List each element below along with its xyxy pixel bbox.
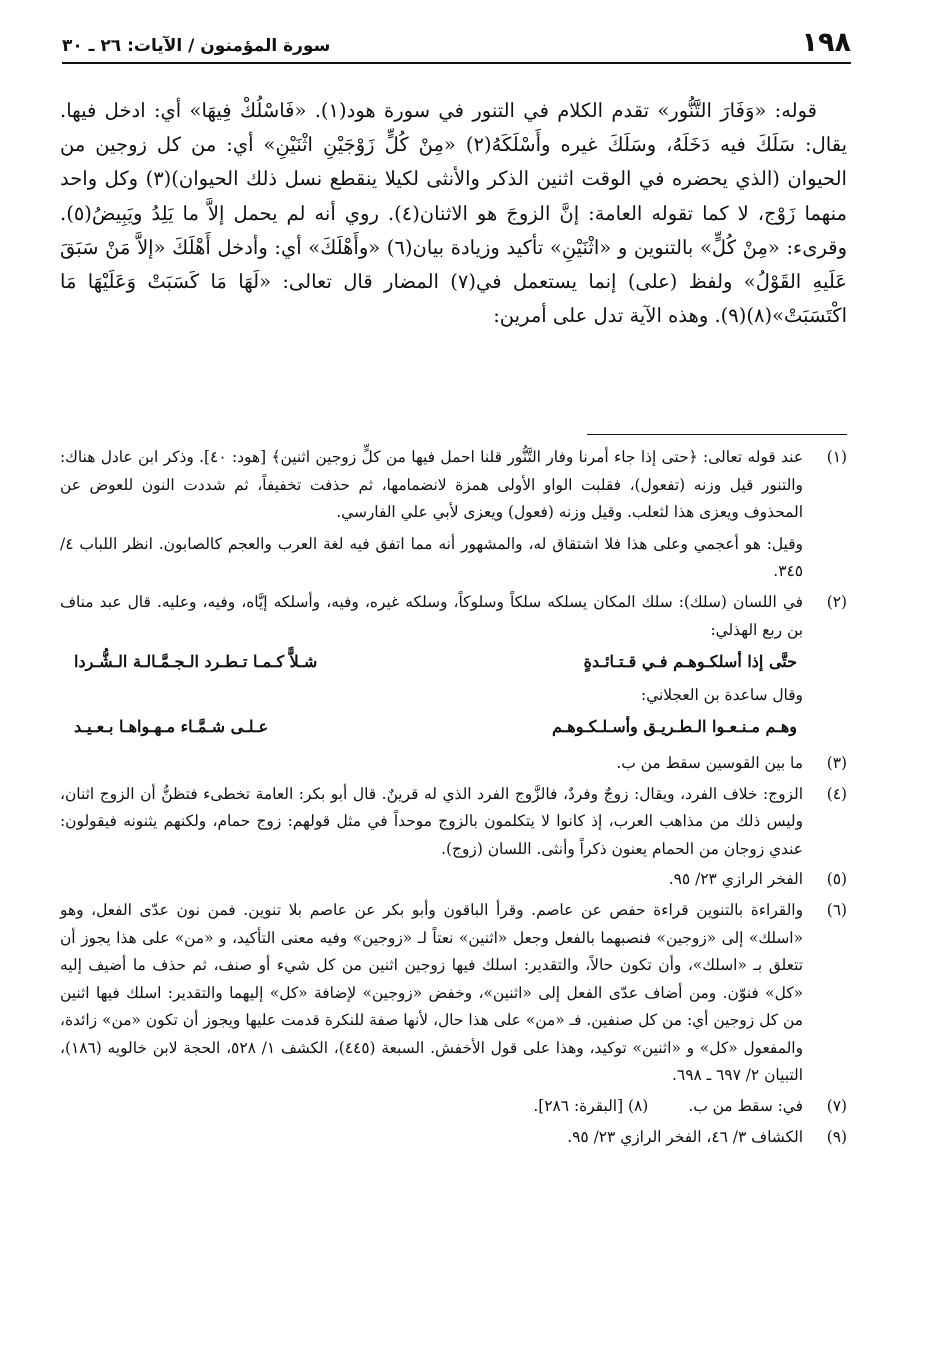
running-title: سورة المؤمنون / الآيات: ٢٦ ـ ٣٠	[62, 36, 331, 56]
footnote-number: (٥)	[826, 870, 847, 889]
footnote-text: عند قوله تعالى: ﴿حتى إذا جاء أمرنا وفار التَّنُّور قلنا احمل فيها من كلٍّ زوجين اثنين﴾ [هود: ٤٠]. وذكر ابن عادل هناك: والتنور قيل وزنه (تفعول)، فقلبت الواو الأولى همزة لانضمامها، ثم حذفت تخفيفاً، ثم شددت النون للعوض عن المحذوف ويعزى هذا لثعلب. وقيل وزنه (فعول) ويعزى لأبي علي الفارسي.	[60, 448, 804, 522]
verse-hemistich-first: وهـم مـنـعـوا الـطـريـق وأسـلـكـوهـم	[551, 717, 797, 737]
footnote-5	[60, 866, 847, 894]
verse-hemistich-second: عـلـى شـمَّـاء مـهـواهـا بـعـيـد	[74, 717, 269, 737]
footnote-number: (٨)	[628, 1097, 649, 1116]
page-number: ١٩٨	[801, 27, 851, 58]
footnote-number: (١)	[826, 448, 847, 466]
footnotes	[60, 444, 847, 1154]
footnote-text: الفخر الرازي ٢٣/ ٩٥.	[668, 870, 803, 889]
footnote-number: (٩)	[826, 1127, 847, 1146]
footnote-text: الزوج: خلاف الفرد، ويقال: زوجٌ وفردٌ، فالزَّوج الفرد الذي له قرينٌ. قال أبو بكر: العامة تخطىء فتظنُّ أن الزوج اثنان، وليس ذلك من مذاهب العرب، إذ كانوا لا يتكلمون بالزوج موحداً في مثل قولهم: زوج حمام، ولكنهم يثنونه فيقولون: عندي زوجان من الحمام يعنون ذكراً وأنثى. اللسان (زوج).	[60, 784, 803, 858]
footnote-3	[60, 750, 847, 778]
verse-hemistich-first: حتَّى إذا أسلكـوهـم فـي قـتـائـدةٍ	[583, 652, 797, 672]
page-header	[62, 22, 851, 64]
footnote-text: وقيل: هو أعجمي وعلى هذا فلا اشتقاق له، والمشهور أنه مما اتفق فيه لغة العرب والعجم كالصابون. انظر اللباب ٤/ ٣٤٥.	[60, 534, 803, 581]
main-paragraph: قوله: «وَفَارَ التَّنُّور» تقدم الكلام في التنور في سورة هود(١). «فَاسْلُكْ فِيهَا» أي: ادخل فيها. يقال: سَلَكَ فيه دَخَلَهُ، وسَلَكَ غيره وأَسْلَكَهُ(٢) «مِنْ كُلٍّ زَوْجَيْنِ اثْنَيْنِ» أي: من كل زوجين من الحيوان (الذي يحضره في الوقت اثنين الذكر والأنثى لكيلا ينقطع نسل ذلك الحيوان)(٣) وكل واحد منهما زَوْج، لا كما تقوله العامة: إنَّ الزوجَ هو الاثنان(٤). روي أنه لم يحمل إلاَّ ما يَلِدُ ويَبِيضُ(٥). وقرىء: «مِنْ كُلٍّ» بالتنوين و «اثْنَيْنِ» تأكيد وزيادة بيان(٦) «وأَهْلَكَ» أي: وأدخل أَهْلَكَ «إلاَّ مَنْ سَبَقَ عَلَيهِ القَوْلُ» ولفظ (على) إنما يستعمل في(٧) المضار قال تعالى: «لَهَا مَا كَسَبَتْ وَعَلَيْهَا مَا اكْتَسَبَتْ»(٨)(٩). وهذه الآية تدل على أمرين:	[60, 99, 848, 328]
footnote-4	[60, 781, 847, 864]
footnote-text: ما بين القوسين سقط من ب.	[616, 753, 803, 772]
footnote-text: والقراءة بالتنوين قراءة حفص عن عاصم. وقرأ الباقون وأبو بكر عن عاصم بلا تنوين. فمن نون عدّى الفعل، وهو «اسلك» إلى «زوجين» فنصبهما بالفعل وجعل «اثنين» نعتاً لـ «زوجين» وفيه معنى التأكيد، و «من» على هذا يجوز أن تتعلق بـ «اسلك»، وأن تكون حالاً، والتقدير: اسلك فيها زوجين اثنين من كل شيء أو صنف، ثم حذف ما أضيف إليه «كل» فنوّن. ومن أضاف عدّى الفعل إلى «اثنين»، وخفض «زوجين» لإضافة «كل» إليهما والتقدير: اسلك فيها اثنين من كل زوجين أي: من كل صنفين. فـ «من» على هذا حال، لأنها صفة للنكرة قدمت عليها ويجوز أن تكون «من» زائدة، والمفعول «كل» و «اثنين» توكيد، وهذا على قول الأخفش. السبعة (٤٤٥)، الكشف ١/ ٥٢٨، الحجة لابن خالويه (١٨٦)، التبيان ٢/ ٦٩٧ ـ ٦٩٨.	[60, 900, 804, 1085]
footnote-number: (٤)	[826, 784, 847, 803]
main-text	[60, 94, 847, 333]
footnote-7-8	[60, 1093, 847, 1121]
footnote-text: في: سقط من ب.	[688, 1097, 803, 1116]
footnote-text: الكشاف ٣/ ٤٦، الفخر الرازي ٢٣/ ٩٥.	[567, 1127, 803, 1146]
footnote-number: (٣)	[826, 753, 847, 772]
footnote-pair	[60, 1093, 803, 1121]
footnote-number: (٦)	[826, 900, 847, 919]
poem-verse	[60, 713, 803, 741]
verse-hemistich-second: شـلاًّ كـمـا تـطـرد الـجـمَّـالـة الـشُّـردا	[74, 652, 318, 672]
footnote-2	[60, 589, 847, 747]
footnote-body	[60, 589, 803, 747]
footnote-text: [البقرة: ٢٨٦].	[533, 1097, 624, 1116]
footnote-separator	[587, 434, 847, 435]
footnote-1	[60, 444, 847, 586]
footnote-text: في اللسان (سلك): سلك المكان يسلكه سلكاً وسلوكاً، وسلكه غيره، وفيه، وأسلكه إيَّاه، وفيه، وعليه. قال عبد مناف بن ربع الهذلي:	[60, 592, 803, 639]
footnote-text: وقال ساعدة بن العجلاني:	[640, 685, 803, 704]
footnote-body	[60, 444, 803, 586]
footnote-number: (٧)	[826, 1097, 847, 1116]
footnote-8	[533, 1093, 648, 1121]
footnote-9	[60, 1124, 847, 1152]
footnote-number: (٢)	[826, 592, 847, 611]
footnote-6	[60, 897, 847, 1090]
poem-verse	[60, 648, 803, 676]
